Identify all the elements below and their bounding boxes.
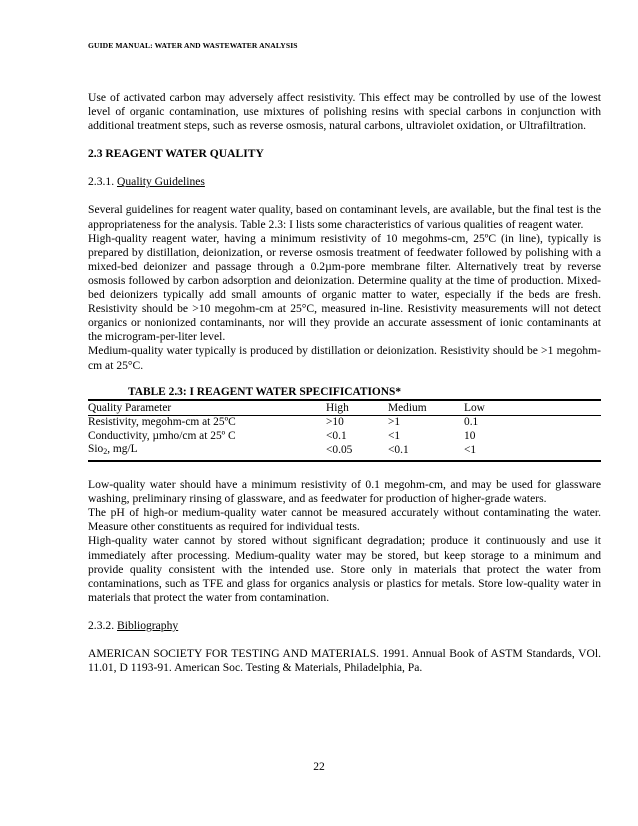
section-heading: 2.3 REAGENT WATER QUALITY [88, 147, 264, 161]
table-row [88, 416, 601, 430]
table-cell: <1 [388, 429, 401, 442]
reagent-water-spec-table [88, 399, 601, 462]
table-cell: Conductivity, µmho/cm at 25º C [88, 429, 236, 442]
paragraph-activated-carbon: Use of activated carbon may adversely affect resistivity. This effect may be controlled by use of the lowest level of organic contamination, use mixtures of polishing resins with special carbons in conjunction with additional treatment steps, such as reverse osmosis, natural carbons, ultraviolet oxidation, or Ultrafiltration. [88, 91, 601, 133]
table-cell: >10 [326, 416, 344, 429]
subsection-heading-bibliography [88, 619, 601, 633]
running-header: GUIDE MANUAL: WATER AND WASTEWATER ANALYSIS [88, 41, 298, 50]
column-header: Medium [388, 401, 427, 414]
subsection-heading-quality-guidelines [88, 175, 601, 189]
paragraph-astm-reference: AMERICAN SOCIETY FOR TESTING AND MATERIALS. 1991. Annual Book of ASTM Standards, VOl. 11.01, D 1193-91. American Soc. Testing & Materials, Philadelphia, Pa. [88, 647, 601, 675]
paragraph-guidelines: Several guidelines for reagent water quality, based on contaminant levels, are available, but the final test is the appropriateness for the analysis. Table 2.3: I lists some characteristics of various qualities of reagent water. [88, 203, 601, 231]
paragraph-storage: High-quality water cannot by stored without significant degradation; produce it continuously and use it immediately after processing. Medium-quality water may be stored, but keep storage to a minimum and provide quality consistent with the intended use. Store only in materials that protect the water from contaminations, such as TFE and glass for organics analysis or plastics for metals. Store low-quality water in materials that protect the water from contamination. [88, 534, 601, 604]
subsection-number: 2.3.1. [88, 175, 115, 189]
column-header: Low [464, 401, 485, 414]
table-row [88, 443, 601, 461]
paragraph-medium-quality: Medium-quality water typically is produced by distillation or deionization. Resistivity should be >1 megohm-cm at 25°C. [88, 344, 601, 372]
table-cell [88, 443, 326, 461]
paragraph-low-quality: Low-quality water should have a minimum resistivity of 0.1 megohm-cm, and may be used for glassware washing, preliminary rinsing of glassware, and as feedwater for production of higher-grade waters. [88, 478, 601, 506]
subsection-number: 2.3.2. [88, 618, 115, 632]
table-cell: <0.05 [326, 443, 388, 461]
paragraph-ph: The pH of high-or medium-quality water cannot be measured accurately without contaminating the water. Measure other constituents as required for individual tests. [88, 506, 601, 534]
table-cell: <0.1 [388, 443, 464, 461]
param-prefix: Sio [88, 443, 104, 456]
table-header-row [88, 400, 601, 416]
param-suffix: , mg/L [107, 443, 138, 456]
table-cell: <1 [464, 443, 601, 461]
table-cell: Resistivity, megohm-cm at 25ºC [88, 416, 236, 429]
body-content [88, 91, 601, 675]
paragraph-high-quality: High-quality reagent water, having a minimum resistivity of 10 megohms-cm, 25ºC (in line), typically is prepared by distillation, deionization, or reverse osmosis treatment of feedwater followed by polishing with a mixed-bed deionizer and passage through a 0.2µm-pore membrane filter. Alternatively treat by reverse osmosis followed by carbon adsorption and deionization. Determine quality at the time of production. Mixed-bed deionizers typically add small amounts of organic matter to water, especially if the beds are fresh. Resistivity should be >10 megohm-cm at 25°C, measured in-line. Resistivity measurements will not detect organics or nonionized contaminants, nor will they provide an accurate assessment of ionic contaminants at the microgram-per-liter level. [88, 231, 601, 344]
table-title: TABLE 2.3: I REAGENT WATER SPECIFICATIONS* [128, 385, 402, 398]
subsection-title: Bibliography [117, 618, 179, 632]
page-number: 22 [313, 760, 325, 773]
column-header: Quality Parameter [88, 401, 172, 414]
column-header: High [326, 401, 349, 414]
table-row [88, 430, 601, 444]
table-cell: <0.1 [326, 429, 347, 442]
param-subscript: 2 [103, 447, 108, 457]
table-cell: 10 [464, 429, 476, 442]
subsection-title: Quality Guidelines [117, 175, 205, 189]
table-cell: 0.1 [464, 416, 479, 429]
table-cell: >1 [388, 416, 401, 429]
